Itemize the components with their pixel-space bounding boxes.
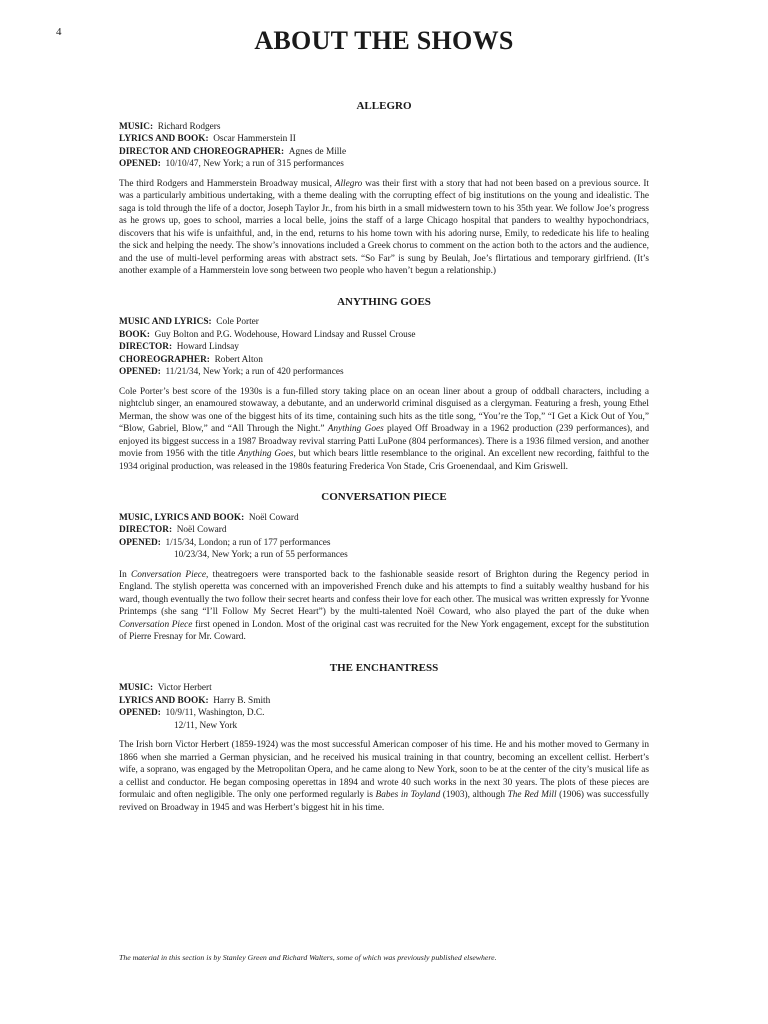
- show-credits: [119, 682, 649, 732]
- credit-label: BOOK:: [119, 329, 155, 340]
- credit-label: CHOREOGRAPHER:: [119, 354, 215, 365]
- credit-line: [119, 354, 649, 367]
- credit-label: MUSIC AND LYRICS:: [119, 317, 217, 327]
- text-run: played Off Broadway in a 1962 production (239 performances), and enjoyed its biggest success in a 1987 Broadway revival starring Patti LuPone (804 performances). There is a 1936 filmed version, and another movie from 1956 with the title: [119, 424, 650, 459]
- credit-line: [119, 329, 649, 342]
- shows-content: [119, 100, 649, 832]
- credit-value: Harry B. Smith: [213, 695, 271, 706]
- text-run: The third Rodgers and Hammerstein Broadway musical,: [119, 178, 335, 189]
- credit-label: OPENED:: [119, 367, 166, 377]
- italic-title-run: Babes in Toyland: [375, 790, 441, 800]
- credit-label: OPENED:: [119, 537, 166, 548]
- credit-label: LYRICS AND BOOK:: [119, 134, 214, 144]
- footnote: The material in this section is by Stanley Green and Richard Walters, some of which was previously published elsewhere.: [119, 953, 497, 962]
- credit-value: 10/10/47, New York; a run of 315 performances: [165, 159, 344, 169]
- credit-line: [119, 158, 649, 171]
- credit-label: MUSIC:: [119, 121, 158, 132]
- credit-line: [119, 146, 649, 159]
- italic-title-run: Conversation Piece: [119, 619, 193, 630]
- credit-label: MUSIC:: [119, 683, 158, 693]
- credit-value: Guy Bolton and P.G. Wodehouse, Howard Lindsay and Russel Crouse: [154, 329, 416, 340]
- credit-value: Victor Herbert: [157, 683, 212, 693]
- show-section: [119, 100, 649, 278]
- credit-value: Richard Rodgers: [157, 121, 221, 132]
- credit-value: Noël Coward: [248, 512, 299, 523]
- credit-line: [119, 537, 649, 550]
- italic-title-run: Conversation Piece: [131, 569, 207, 580]
- text-run: The Irish born Victor Herbert (1859-1924) was the most successful American composer of his time. He and his mother moved to Germany in 1866 when she married a German physician, and he received his musical training in that country, becoming an excellent cellist. Herbert’s wife, a soprano, was engaged by the Metropolitan Opera, and he came along to New York, soon to be at the center of the city’s musical life as a cellist and conductor. He began composing operettas in 1894 and wrote 40 such works in the next 30 years. The plots of these pieces are formulaic and often negligible. The only one performed regularly is: [119, 740, 649, 800]
- show-description: [119, 739, 649, 814]
- text-run: was their first with a story that had not been based on a previous source. It was a particularly ambitious undertaking, with a theme dealing with the corrupting effect of big institutions on the young and idealistic. The saga is told through the life of a doctor, Joseph Taylor Jr., from his birth in a small midwestern town to his 35th year. We follow Joe’s progress as he grows up, goes to school, marries a local belle, joins the staff of a large Chicago hospital that panders to wealthy hypochondriacs, discovers that his wife is unfaithful, and, in the end, returns to his home town with his adoring nurse, Emily, to rededicate his life to healing the sick and helping the needy. The show’s innovations included a Greek chorus to comment on the action both to the actors and the audience, and the use of multi-level performing areas with abstract sets. “So Far” is sung by Beulah, Joe’s flirtatious and temporary girlfriend. (It’s another example of a Hammerstein love song between two people who haven’t begun a relationship.): [119, 178, 650, 276]
- credit-label: DIRECTOR:: [119, 342, 177, 352]
- show-description: [119, 386, 649, 474]
- credit-value: Oscar Hammerstein II: [213, 134, 296, 144]
- text-run: first opened in London. Most of the original cast was recruited for the New York engagement, except for the substitution of Pierre Fresnay for Mr. Coward.: [119, 619, 649, 642]
- page-title: ABOUT THE SHOWS: [254, 26, 514, 55]
- credit-line: [119, 121, 649, 134]
- credit-value: Noël Coward: [176, 525, 227, 535]
- text-run: , but which bears little resemblance to the original. An excellent new recording, faithful to the 1934 original production, was released in the 1980s featuring Frederica Von Stade, Cris Groenendaal, and Kim Griswell.: [119, 449, 649, 472]
- credit-line: [119, 316, 649, 329]
- credit-label: OPENED:: [119, 159, 166, 169]
- show-credits: [119, 512, 649, 562]
- credit-value: 10/9/11, Washington, D.C.: [165, 708, 265, 718]
- show-section: [119, 662, 649, 815]
- show-title: ANYTHING GOES: [337, 295, 431, 308]
- text-run: , theatregoers were transported back to the fashionable seaside resort of Brighton during the Regency period in England. The stylish operetta was concerned with an impoverished French duke and his attempts to find a suitably wealthy husband for his ward, though eventually the two follow their secret hearts and confess their love for each other. The musical was written expressly for Yvonne Printemps (she sang “I’ll Follow My Secret Heart”) by the multi-talented Noël Coward, who also played the part of the duke when: [119, 569, 649, 617]
- credit-line: [119, 366, 649, 379]
- credit-value: 12/11, New York: [174, 720, 238, 731]
- credit-value: 10/23/34, New York; a run of 55 performances: [174, 550, 348, 560]
- credit-line: [119, 524, 649, 537]
- text-run: Cole Porter’s best score of the 1930s is a fun-filled story taking place on an ocean liner about a group of oddball characters, including a nightclub singer, an enamoured stowaway, a debutante, and an underworld criminal disguised as a clergyman. Featuring a fresh, young Ethel Merman, the show was one of the biggest hits of its time, containing such hits as the title song, “You’re the Top,” “I Get a Kick Out of You,” “Blow, Gabriel, Blow,” and “All Through the Night.”: [119, 386, 649, 434]
- credit-line: [119, 682, 649, 695]
- page-number: 4: [56, 26, 62, 38]
- credit-label: OPENED:: [119, 708, 166, 718]
- credit-label: DIRECTOR AND CHOREOGRAPHER:: [119, 146, 289, 157]
- show-section: [119, 491, 649, 644]
- show-title: THE ENCHANTRESS: [329, 661, 439, 674]
- text-run: In: [119, 569, 132, 580]
- show-credits: [119, 121, 649, 171]
- credit-line: [119, 341, 649, 354]
- credit-line: [119, 133, 649, 146]
- show-section: [119, 296, 649, 474]
- italic-title-run: Anything Goes: [238, 449, 294, 459]
- credit-value: Agnes de Mille: [288, 146, 347, 157]
- show-title: CONVERSATION PIECE: [321, 491, 447, 503]
- show-description: [119, 178, 649, 278]
- credit-value: 11/21/34, New York; a run of 420 performances: [165, 367, 344, 377]
- credit-line: [119, 695, 649, 708]
- credit-label: LYRICS AND BOOK:: [119, 695, 214, 706]
- text-run: (1903), although: [440, 790, 508, 800]
- italic-title-run: Allegro: [334, 178, 363, 189]
- credit-line: [119, 512, 649, 525]
- credit-value: Robert Alton: [214, 354, 263, 365]
- credit-label: DIRECTOR:: [119, 525, 177, 535]
- credit-label: MUSIC, LYRICS AND BOOK:: [119, 512, 249, 523]
- italic-title-run: Anything Goes: [327, 424, 384, 434]
- credit-continuation: [119, 549, 649, 562]
- credit-value: Howard Lindsay: [176, 342, 239, 352]
- show-title: ALLEGRO: [356, 100, 412, 112]
- show-description: [119, 569, 649, 644]
- credit-continuation: [119, 720, 649, 733]
- credit-value: Cole Porter: [216, 317, 259, 327]
- credit-value: 1/15/34, London; a run of 177 performances: [165, 537, 331, 548]
- text-run: (1906) was successfully revived on Broadway in 1945 and was Herbert’s biggest hit in his time.: [119, 790, 649, 813]
- show-credits: [119, 316, 649, 379]
- credit-line: [119, 707, 649, 720]
- italic-title-run: The Red Mill: [507, 790, 557, 800]
